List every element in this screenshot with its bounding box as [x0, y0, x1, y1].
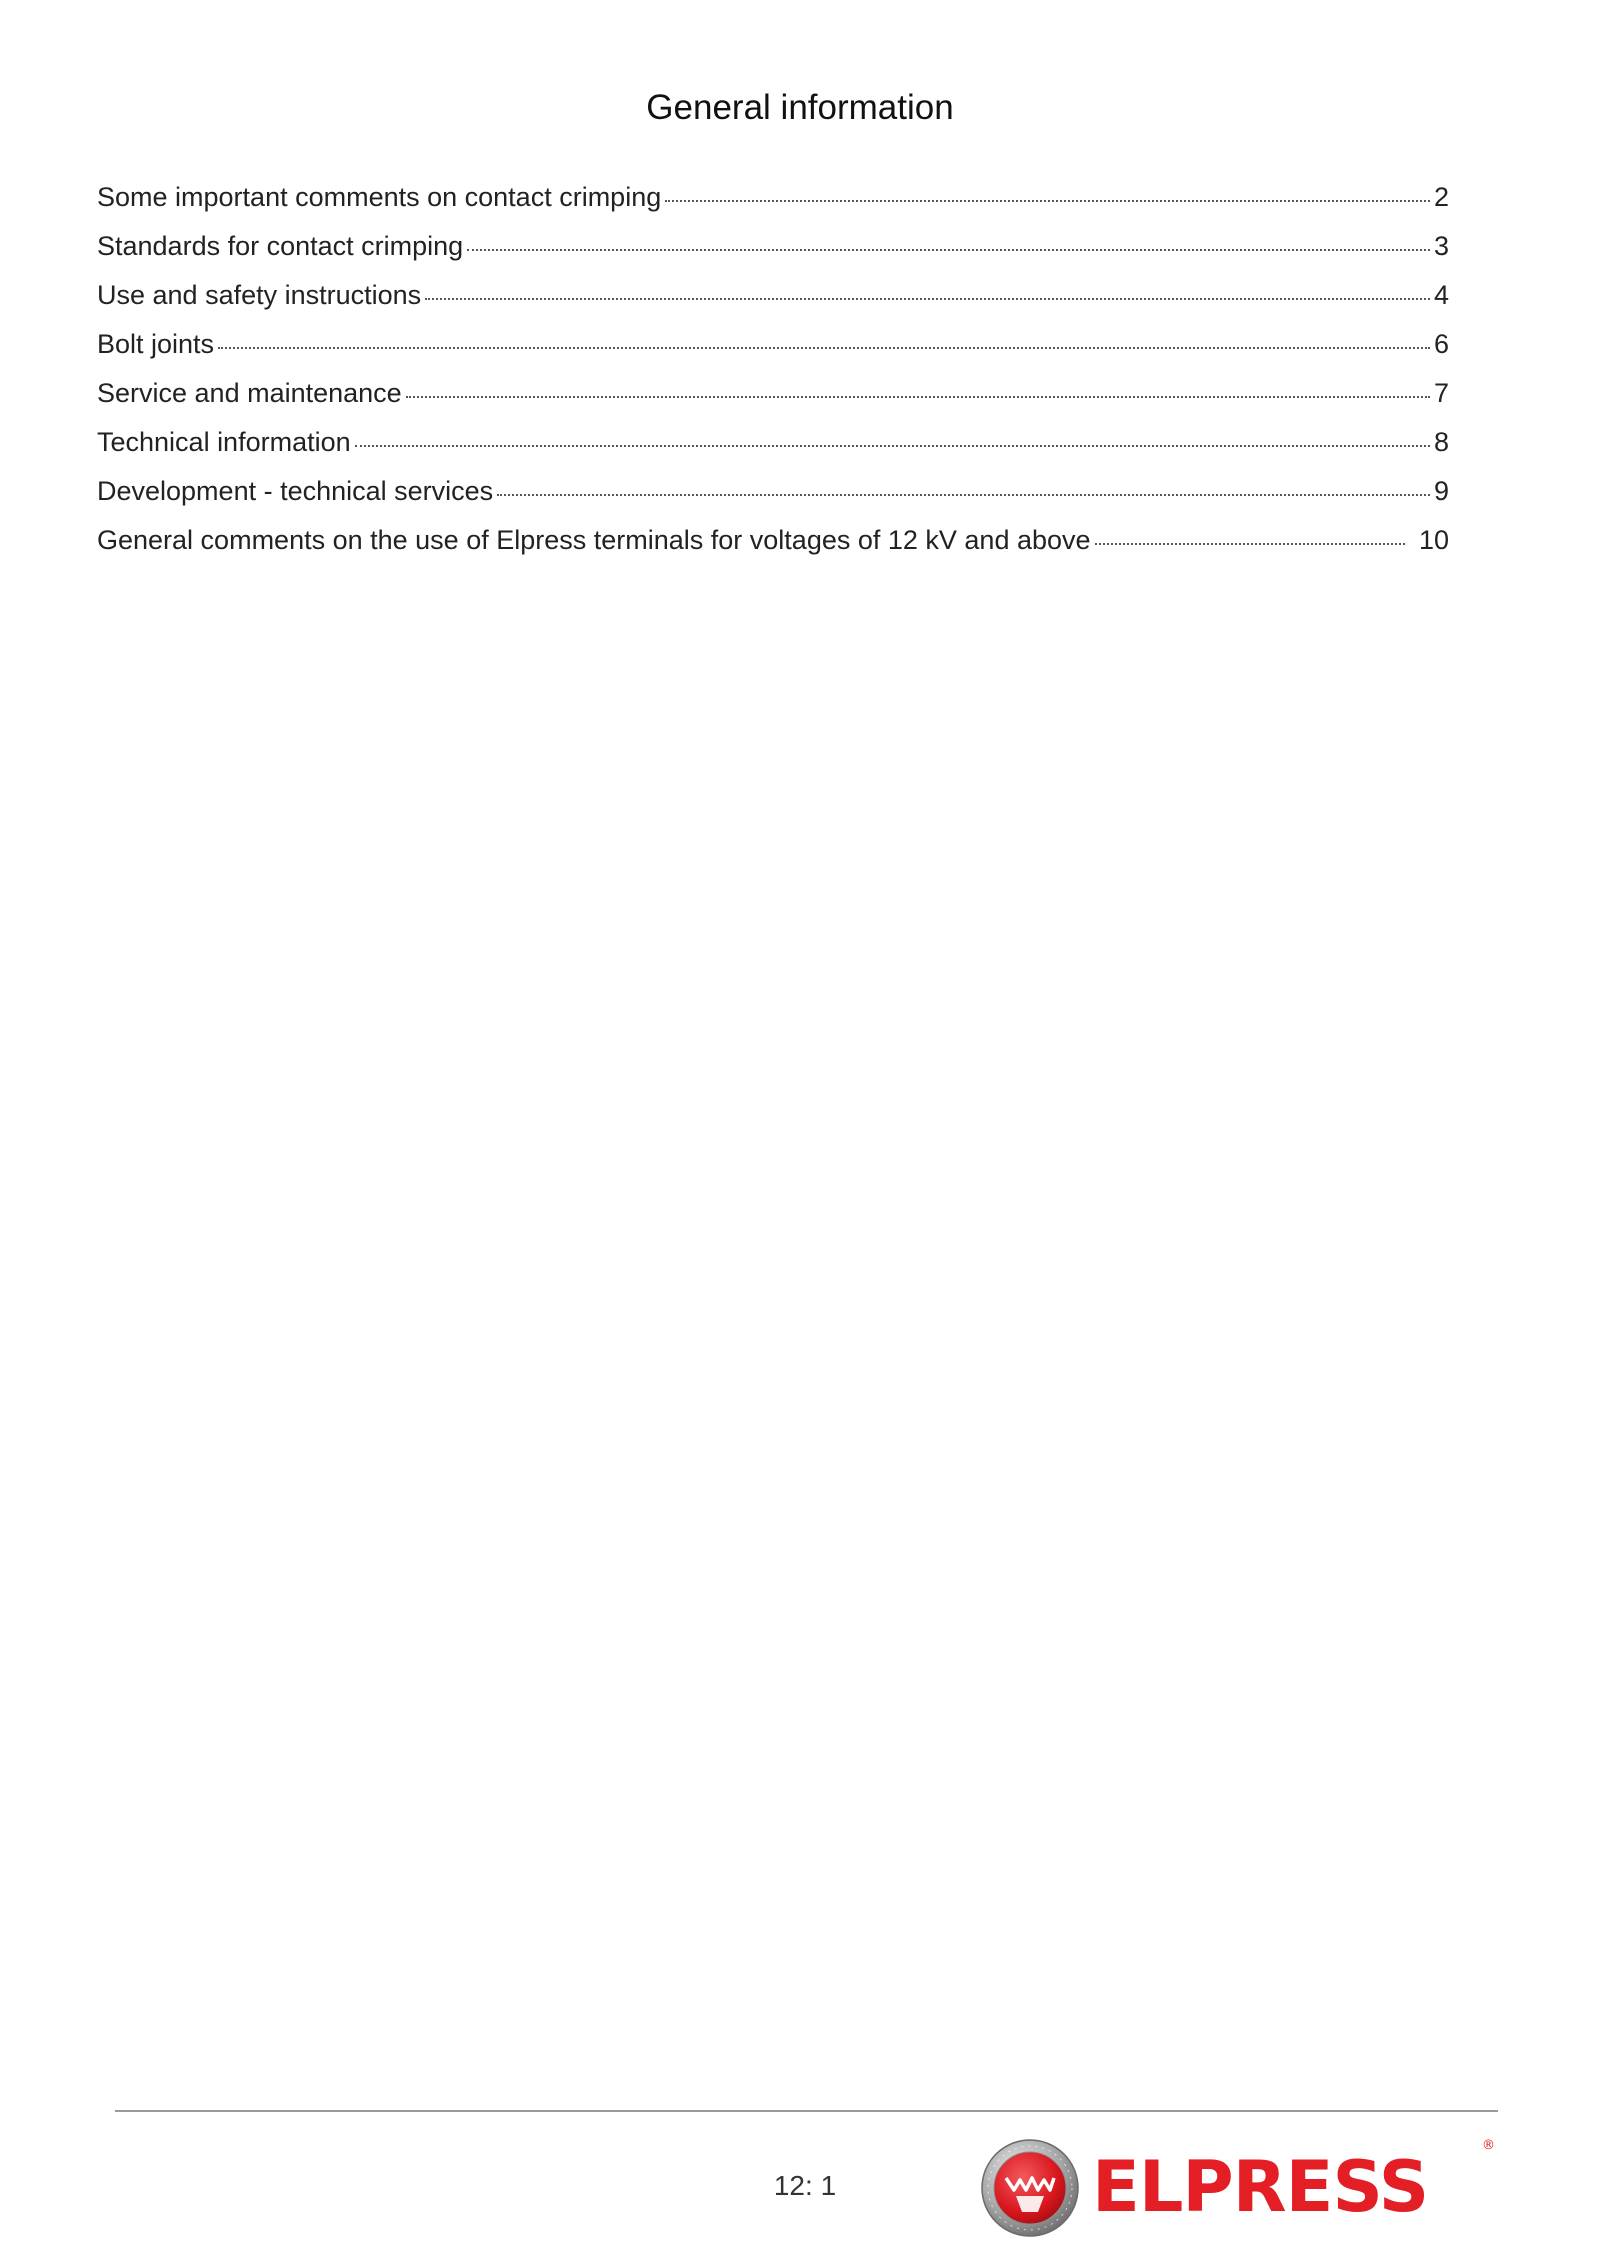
toc-entry[interactable]	[97, 378, 1449, 427]
toc-entry-title: General comments on the use of Elpress terminals for voltages of 12 kV and above	[97, 525, 1091, 555]
elpress-logo	[980, 2138, 1495, 2238]
toc-entry[interactable]	[97, 231, 1449, 280]
toc-entry-page: 10	[1418, 525, 1449, 555]
toc-entry-page: 2	[1433, 182, 1449, 212]
toc-dot-leader	[467, 249, 1430, 251]
toc-entry-page: 4	[1433, 280, 1449, 310]
toc-entry-title: Standards for contact crimping	[97, 231, 464, 261]
toc-dot-leader	[497, 494, 1430, 496]
table-of-contents	[97, 182, 1449, 574]
toc-dot-leader	[355, 445, 1430, 447]
registered-mark: ®	[1482, 2138, 1495, 2153]
toc-entry[interactable]	[97, 329, 1449, 378]
toc-entry[interactable]	[97, 525, 1449, 574]
toc-entry-page: 3	[1433, 231, 1449, 261]
page-number: 12: 1	[773, 2170, 837, 2201]
toc-dot-leader	[425, 298, 1430, 300]
toc-entry-page: 8	[1433, 427, 1449, 457]
toc-entry[interactable]	[97, 280, 1449, 329]
toc-entry-title: Bolt joints	[97, 329, 215, 359]
toc-entry-title: Technical information	[97, 427, 351, 457]
toc-entry-title: Service and maintenance	[97, 378, 402, 408]
toc-entry[interactable]	[97, 476, 1449, 525]
toc-entry[interactable]	[97, 182, 1449, 231]
toc-entry[interactable]	[97, 427, 1449, 476]
elpress-emblem-icon	[980, 2138, 1080, 2238]
toc-dot-leader	[1095, 543, 1405, 545]
toc-dot-leader	[406, 396, 1430, 398]
toc-dot-leader	[218, 347, 1430, 349]
elpress-wordmark: ELPRESS	[1092, 2146, 1429, 2228]
toc-entry-title: Use and safety instructions	[97, 280, 422, 310]
footer-divider	[115, 2110, 1498, 2112]
toc-entry-title: Some important comments on contact crimping	[97, 182, 662, 212]
toc-entry-title: Development - technical services	[97, 476, 494, 506]
toc-entry-page: 9	[1433, 476, 1449, 506]
toc-entry-page: 7	[1433, 378, 1449, 408]
toc-dot-leader	[665, 200, 1430, 202]
toc-entry-page: 6	[1433, 329, 1449, 359]
page-title: General information	[646, 88, 954, 127]
